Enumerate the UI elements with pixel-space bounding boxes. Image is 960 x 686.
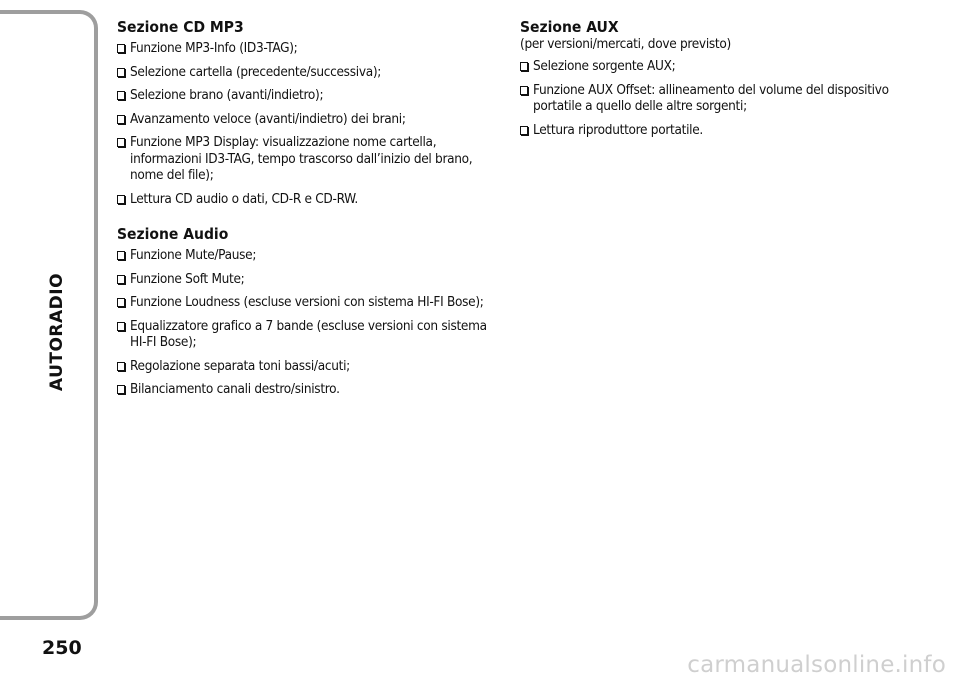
checkbox-icon [117, 362, 125, 371]
aux-section-title: Sezione AUX [520, 18, 619, 36]
checkbox-icon [117, 91, 125, 100]
checkbox-icon [117, 138, 125, 147]
list-item: Funzione MP3-Info (ID3-TAG); [117, 40, 497, 57]
right-column [520, 18, 920, 145]
list-item: Funzione Soft Mute; [117, 271, 497, 288]
checkbox-icon [117, 68, 125, 77]
checkbox-icon [117, 322, 125, 331]
list-item: Funzione Loudness (escluse versioni con sistema HI-FI Bose); [117, 294, 497, 311]
audio-section-title: Sezione Audio [117, 225, 229, 243]
cd-feature-list [117, 40, 497, 207]
checkbox-icon [117, 275, 125, 284]
list-item: Bilanciamento canali destro/sinistro. [117, 381, 497, 398]
aux-section-subtitle: (per versioni/mercati, dove previsto) [520, 36, 731, 52]
checkbox-icon [117, 251, 125, 260]
list-item: Selezione brano (avanti/indietro); [117, 87, 497, 104]
list-item: Regolazione separata toni bassi/acuti; [117, 358, 497, 375]
list-item: Funzione MP3 Display: visualizzazione nome cartella, informazioni ID3-TAG, tempo trascorso dall’inizio del brano, nome del file); [117, 134, 497, 184]
audio-feature-list [117, 247, 497, 398]
list-item: Funzione AUX Offset: allineamento del volume del dispositivo portatile a quello delle altre sorgenti; [520, 82, 920, 115]
section-label: AUTORADIO [47, 272, 67, 392]
checkbox-icon [117, 44, 125, 53]
aux-feature-list [520, 58, 920, 138]
list-item: Funzione Mute/Pause; [117, 247, 497, 264]
list-item: Lettura riproduttore portatile. [520, 122, 920, 139]
list-item: Selezione cartella (precedente/successiva); [117, 64, 497, 81]
list-item: Avanzamento veloce (avanti/indietro) dei brani; [117, 111, 497, 128]
left-column [117, 18, 497, 405]
watermark: carmanualsonline.info [687, 652, 946, 678]
list-item: Selezione sorgente AUX; [520, 58, 920, 75]
checkbox-icon [117, 298, 125, 307]
checkbox-icon [520, 62, 528, 71]
list-item: Lettura CD audio o dati, CD-R e CD-RW. [117, 191, 497, 208]
checkbox-icon [520, 126, 528, 135]
checkbox-icon [117, 195, 125, 204]
page-number: 250 [42, 637, 82, 659]
checkbox-icon [117, 385, 125, 394]
list-item: Equalizzatore grafico a 7 bande (escluse versioni con sistema HI-FI Bose); [117, 318, 497, 351]
checkbox-icon [520, 86, 528, 95]
checkbox-icon [117, 115, 125, 124]
cd-section-title: Sezione CD MP3 [117, 18, 244, 36]
